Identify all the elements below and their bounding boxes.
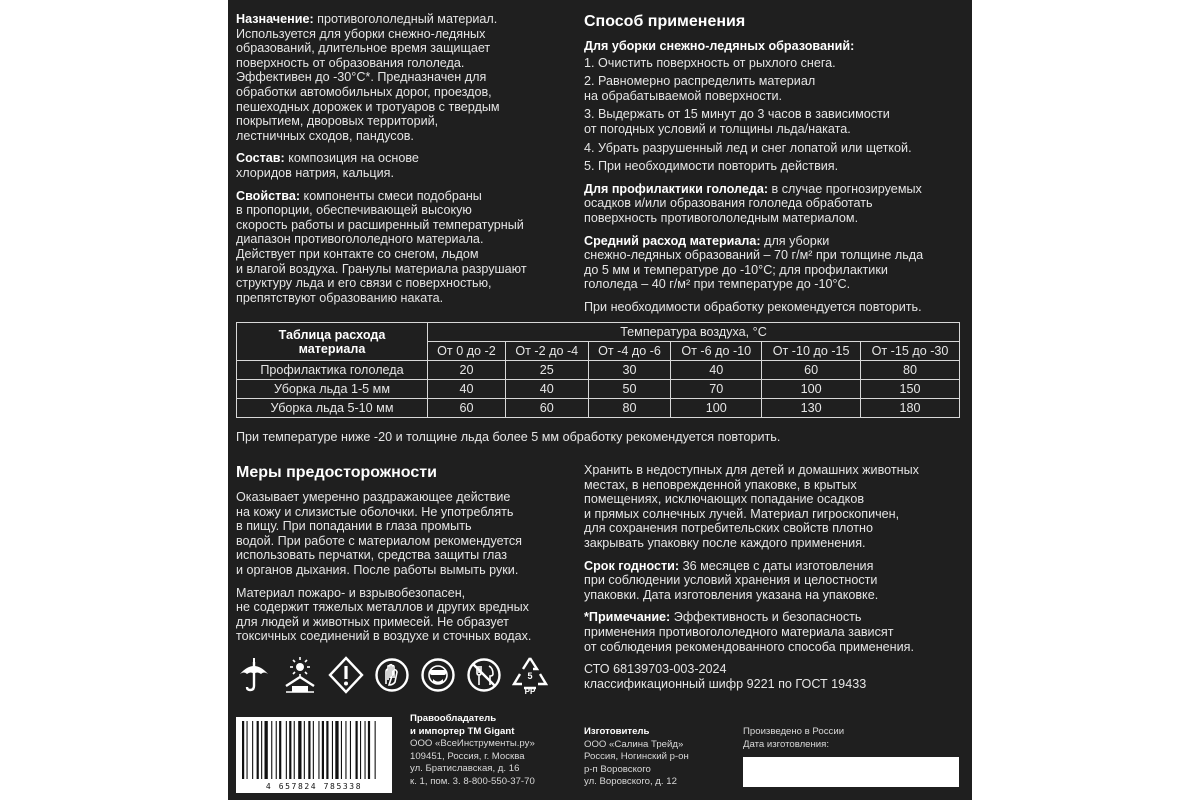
table-note: При температуре ниже -20 и толщине льда более 5 мм обработку рекомендуется повторить. [236,430,781,444]
table-row [237,380,960,399]
table-cell: 40 [428,380,506,399]
barcode-bars [242,721,386,779]
table-cell: 130 [762,399,861,418]
recycle-pp-icon [512,656,548,694]
barcode-bar [304,721,305,779]
method-step: 3. Выдержать от 15 минут до 3 часов в зависимости от погодных условий и толщины льда/наката. [584,107,890,136]
barcode-bar [242,721,244,779]
sun-protection-icon [282,656,318,694]
shelf-life-paragraph: Срок годности: 36 месяцев с даты изготовления при соблюдении условий хранения и целостности упаковки. Дата изготовления указана на упаковке. [584,558,879,602]
column-header: От -10 до -15 [762,342,861,361]
barcode-bar [276,721,277,779]
prevention-paragraph: Для профилактики гололеда: в случае прогнозируемых осадков и/или образования гололеда обработать поверхность противогололедным материалом. [584,181,922,225]
method-step: 1. Очистить поверхность от рыхлого снега. [584,55,836,70]
barcode-bar [257,721,259,779]
safety-paragraph: Оказывает умеренно раздражающее действие на кожу и слизистые оболочки. Не употреблять в пищу. При попадании в глаза промыть водой. При работе с материалом рекомендуется использовать перчатки, средства защиты глаз и органов дыхания. После работы вымыть руки. [236,490,522,577]
recycle-code: PP [524,687,536,694]
barcode-bar [298,721,301,779]
manufacture-date-box [743,757,959,787]
manufacturer-text: ООО «Салина Трейд» Россия, Ногинский р-он р-п Воровского ул. Воровского, д. 12 [584,738,689,787]
method-steps [584,56,964,174]
consumption-table [236,322,960,418]
method-subtitle: Для уборки снежно-ледяных образований: [584,39,855,53]
hazard-diamond-icon [328,656,364,694]
barcode-bar [286,721,287,779]
method-step: 2. Равномерно распределить материал на обрабатываемой поверхности. [584,74,816,103]
safety-column [236,463,576,652]
made-in-block: Произведено в России Дата изготовления: [743,726,845,750]
column-header: От -4 до -6 [588,342,671,361]
barcode-number: 4 657824 785338 [265,782,363,791]
barcode-bar [247,721,248,779]
face-protection-icon [420,656,456,694]
umbrella-icon [236,656,272,694]
table-cell: 100 [762,380,861,399]
barcode-bar [322,721,324,779]
barcode-bar [265,721,268,779]
temperature-header: Температура воздуха, °С [428,323,960,342]
table-row [237,399,960,418]
rights-holder-block [410,713,580,788]
table-cell: 40 [505,380,588,399]
barcode-bar [318,721,319,779]
label-panel [228,0,972,800]
description-column [236,12,576,313]
table-cell: 100 [671,399,762,418]
barcode-bar [279,721,281,779]
barcode-bar [326,721,328,779]
manufacturer-title: Изготовитель [584,726,650,737]
column-header: От -2 до -4 [505,342,588,361]
row-name: Уборка льда 1-5 мм [237,380,428,399]
barcode-bar [368,721,370,779]
table-cell: 60 [762,361,861,380]
table-cell: 60 [428,399,506,418]
column-header: От 0 до -2 [428,342,506,361]
barcode-bar [289,721,291,779]
safety-title: Меры предосторожности [236,464,437,481]
table-cell: 180 [861,399,960,418]
gloves-icon [374,656,410,694]
barcode [236,717,392,793]
barcode-bar [345,721,346,779]
purpose-paragraph: Назначение: противогололедный материал. Используется для уборки снежно-ледяных образований, длительное время защищает поверхность от образования гололеда. Эффективен до -30°С*. Предназначен для обработки автомобильных дорог, проездов, пешеходных дорожек и тротуаров с твердым покрытием, дворовых территорий, лестничных сходов, пандусов. [236,12,500,143]
barcode-bar [308,721,310,779]
properties-paragraph: Свойства: компоненты смеси подобраны в пропорции, обеспечивающей высокую скорость работы и расширенный температурный диапазон противогололедного материала. Действует при контакте со снегом, льдом и влагой воздуха. Гранулы материала разрушают структуру льда и его связи с поверхностью, препятствуют образованию наката. [236,188,527,305]
barcode-bar [365,721,366,779]
table-corner-title: Таблица расхода материала [237,323,428,361]
table-cell: 30 [588,361,671,380]
no-food-contact-icon [466,656,502,694]
barcode-bar [360,721,361,779]
barcode-bar [356,721,358,779]
barcode-bar [252,721,253,779]
storage-paragraph: Хранить в недоступных для детей и домашних животных местах, в неповрежденной упаковке, в крытых помещениях, исключающих попадание осадков и прямых солнечных лучей. Материал гигроскопичен, для сохранения потребительских свойств плотно закрывать упаковку после каждого применения. [584,463,919,550]
manufacturer-block [584,726,734,789]
table-cell: 40 [671,361,762,380]
row-name: Уборка льда 5-10 мм [237,399,428,418]
rights-holder-text: ООО «ВсеИнструменты.ру» 109451, Россия, г. Москва ул. Братиславская, д. 16 к. 1, пом. 3. 8-800-550-37-70 [410,738,535,787]
method-step: 5. При необходимости повторить действия. [584,159,839,174]
table-cell: 150 [861,380,960,399]
row-name: Профилактика гололеда [237,361,428,380]
consumption-paragraph: Средний расход материала: для уборки снежно-ледяных образований – 70 г/м² при толщине льда до 5 мм и температуре до -10°С; для профилактики гололеда – 40 г/м² при температуре до -10°С. [584,233,924,292]
table-cell: 20 [428,361,506,380]
table-row [237,361,960,380]
table-cell: 70 [671,380,762,399]
barcode-bar [261,721,262,779]
barcode-bar [335,721,338,779]
method-step: 4. Убрать разрушенный лед и снег лопатой или щеткой. [584,140,912,155]
barcode-bar [341,721,342,779]
barcode-bar [294,721,295,779]
storage-column [584,463,964,699]
barcode-bar [375,721,376,779]
table-cell: 60 [505,399,588,418]
barcode-bar [350,721,351,779]
table-cell: 80 [588,399,671,418]
table-cell: 50 [588,380,671,399]
method-column [584,12,964,323]
barcode-bar [313,721,314,779]
column-header: От -6 до -10 [671,342,762,361]
standard-info: СТО 68139703-003-2024 классификационный шифр 9221 по ГОСТ 19433 [584,662,867,691]
barcode-bar [332,721,333,779]
pictogram-row [236,656,548,694]
composition-paragraph: Состав: композиция на основе хлоридов натрия, кальция. [236,151,419,180]
rights-holder-title: Правообладатель и импортер ТМ Gigant [410,713,515,737]
fire-safety-paragraph: Материал пожаро- и взрывобезопасен, не содержит тяжелых металлов и других вредных для людей и животных примесей. Не образует токсичных соединений в воздухе и сточных водах. [236,585,532,644]
repeat-note: При необходимости обработку рекомендуется повторить. [584,299,922,314]
table-cell: 80 [861,361,960,380]
recycle-number: 5 [527,671,533,681]
method-title: Способ применения [584,13,746,30]
barcode-bar [271,721,272,779]
column-header: От -15 до -30 [861,342,960,361]
note-paragraph: *Примечание: Эффективность и безопасность применения противогололедного материала зависят от соблюдения рекомендованного способа применения. [584,610,914,654]
table-cell: 25 [505,361,588,380]
